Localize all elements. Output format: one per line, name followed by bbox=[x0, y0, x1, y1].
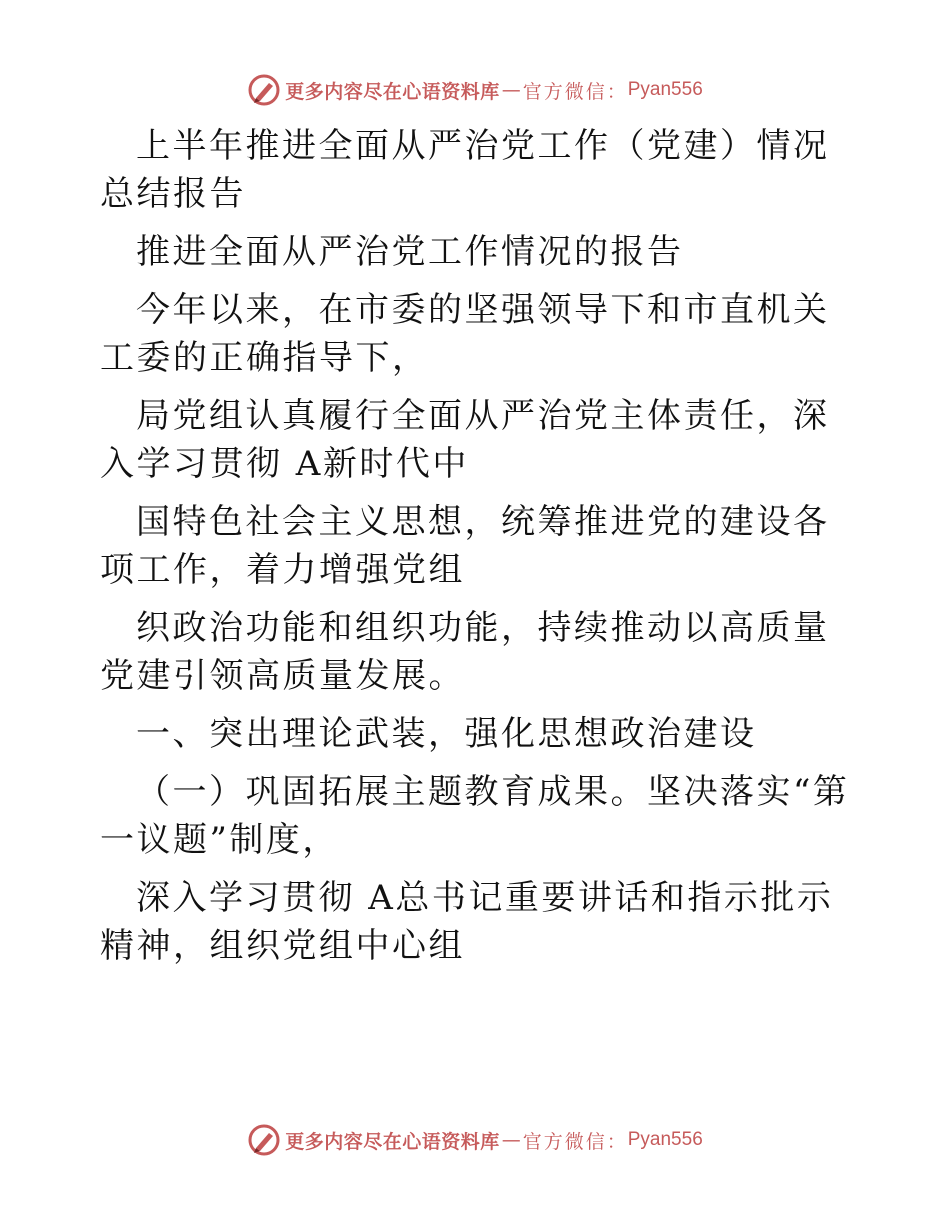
paragraph: （一）巩固拓展主题教育成果。坚决落实“第一议题”制度， bbox=[100, 772, 850, 860]
pen-logo-icon bbox=[247, 1123, 281, 1157]
pen-logo-icon bbox=[247, 73, 281, 107]
watermark-wechat-label: 官方微信： bbox=[522, 80, 628, 103]
watermark-dash: — bbox=[501, 79, 521, 101]
watermark-wechat-label: 官方微信： bbox=[522, 1130, 628, 1153]
paragraph: 深入学习贯彻 A总书记重要讲话和指示批示精神，组织党组中心组 bbox=[100, 878, 834, 966]
paragraph: 织政治功能和组织功能，持续推动以高质量党建引领高质量发展。 bbox=[100, 608, 830, 696]
watermark-header bbox=[0, 70, 950, 110]
paragraph: 局党组认真履行全面从严治党主体责任，深入学习贯彻 A新时代中 bbox=[100, 396, 830, 484]
document-title: 上半年推进全面从严治党工作（党建）情况总结报告 bbox=[100, 126, 830, 214]
watermark-main-text: 更多内容尽在心语资料库 bbox=[285, 1130, 500, 1153]
watermark-wechat-id: Pyan556 bbox=[627, 79, 703, 100]
section-heading: 一、突出理论武装，强化思想政治建设 bbox=[136, 714, 757, 754]
paragraph: 今年以来，在市委的坚强领导下和市直机关工委的正确指导下， bbox=[100, 290, 830, 378]
watermark-dash: — bbox=[501, 1129, 521, 1151]
watermark-main-text: 更多内容尽在心语资料库 bbox=[285, 80, 500, 103]
watermark-footer bbox=[0, 1120, 950, 1160]
paragraph: 国特色社会主义思想，统筹推进党的建设各项工作，着力增强党组 bbox=[100, 502, 830, 590]
watermark-wechat-id: Pyan556 bbox=[627, 1129, 703, 1150]
document-subtitle: 推进全面从严治党工作情况的报告 bbox=[136, 232, 684, 272]
document-body bbox=[100, 122, 860, 980]
